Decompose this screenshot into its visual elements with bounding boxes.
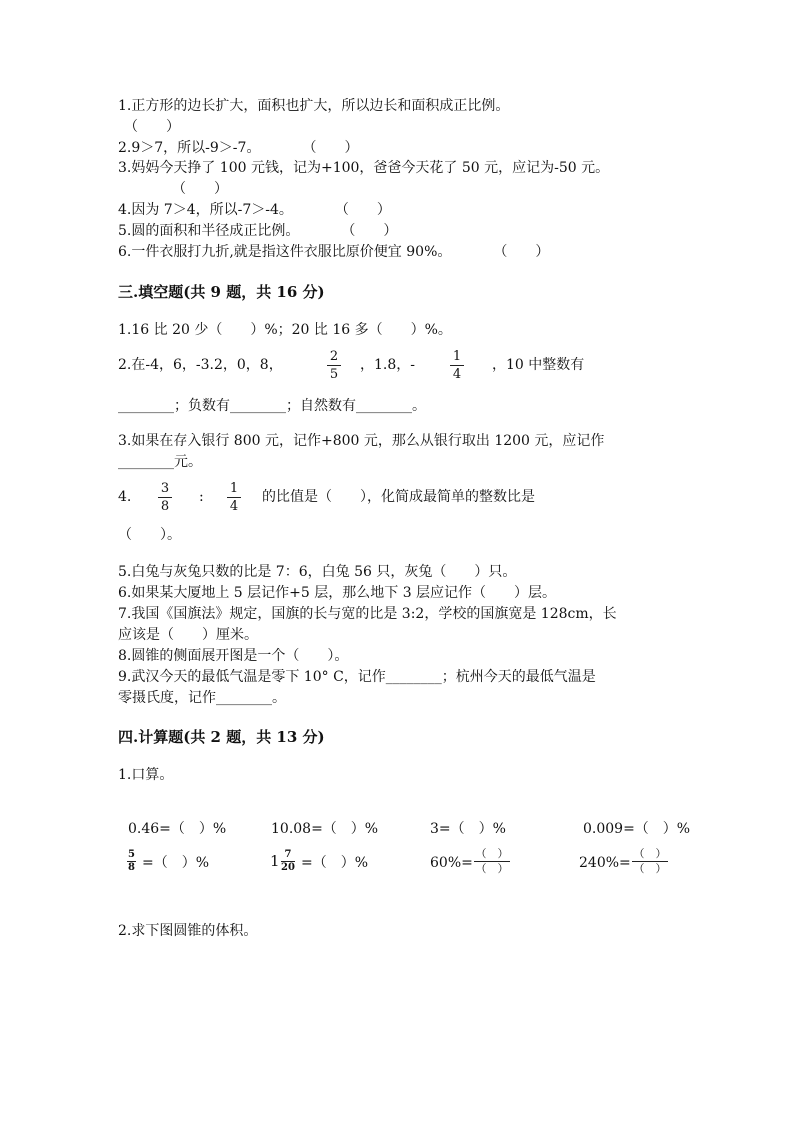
fill-q3-line1: 3.如果在存入银行 800 元，记作+800 元，那么从银行取出 1200 元，应记作	[118, 433, 605, 449]
judge-item-1: 1.正方形的边长扩大，面积也扩大，所以边长和面积成正比例。	[118, 98, 510, 114]
fraction-denominator: 20	[281, 862, 295, 873]
fraction-numerator: 1	[229, 481, 239, 496]
calc-r2-c3-fraction	[474, 848, 510, 875]
fill-q8: 8.圆锥的侧面展开图是一个（ ）。	[118, 648, 349, 664]
fill-q2-line2: ________；负数有________；自然数有________。	[118, 398, 426, 414]
fraction-numerator: （ ）	[633, 847, 667, 860]
fill-q4-fraction-2	[227, 481, 241, 514]
judge-item-2: 2.9＞7，所以-9＞-7。 （ ）	[118, 140, 359, 156]
fill-q4-suffix: 的比值是（ ），化简成最简单的整数比是	[262, 489, 535, 505]
calc-r2-c3-prefix: 60%=	[430, 855, 473, 871]
calc-r2-c2-fraction	[281, 850, 295, 873]
fraction-numerator: 7	[284, 849, 292, 860]
calc-q2: 2.求下图圆锥的体积。	[118, 923, 258, 939]
fill-q9-line1: 9.武汉今天的最低气温是零下 10° C，记作________；杭州今天的最低气温是	[118, 669, 596, 685]
judge-item-5: 5.圆的面积和半径成正比例。 （ ）	[118, 223, 398, 239]
section-heading-fill: 三.填空题(共 9 题，共 16 分)	[118, 283, 325, 301]
fraction-numerator: （ ）	[475, 847, 509, 860]
judge-item-6: 6.一件衣服打九折,就是指这件衣服比原价便宜 90%。 （ ）	[118, 244, 550, 260]
fraction-denominator: 8	[160, 499, 170, 514]
calc-r1-c4: 0.009=（ ）%	[583, 821, 691, 837]
fill-q9-line2: 零摄氏度，记作________。	[118, 690, 286, 706]
fill-q4-fraction-1	[158, 481, 172, 514]
fraction-denominator: 8	[128, 862, 135, 873]
calc-r2-c2-rest: =（ ）%	[301, 855, 369, 871]
fill-q4-colon: :	[199, 489, 204, 505]
fill-q4-line2: （ ）。	[118, 527, 181, 543]
fraction-denominator: （ ）	[633, 862, 667, 875]
fraction-numerator: 3	[160, 481, 170, 496]
fill-q7-line1: 7.我国《国旗法》规定，国旗的长与宽的比是 3:2，学校的国旗宽是 128cm，长	[118, 606, 617, 622]
section-heading-calc: 四.计算题(共 2 题，共 13 分)	[118, 728, 325, 746]
fill-q7-line2: 应该是（ ）厘米。	[118, 627, 258, 643]
calc-q1: 1.口算。	[118, 767, 174, 783]
fraction-denominator: 4	[229, 499, 239, 514]
calc-r2-c2-integer: 1	[270, 852, 280, 870]
fraction-denominator: 5	[329, 367, 339, 382]
judge-item-1-answer: （ ）	[124, 119, 180, 135]
calc-r1-c3: 3=（ ）%	[430, 821, 506, 837]
fill-q4-number: 4.	[118, 489, 132, 505]
fill-q1: 1.16 比 20 少（ ）%；20 比 16 多（ ）%。	[118, 322, 452, 338]
fill-q2-mid: ，1.8，-	[360, 357, 415, 373]
calc-r2-c4-fraction	[632, 848, 668, 875]
fraction-numerator: 2	[329, 349, 339, 364]
fill-q2-prefix: 2.在-4，6，-3.2，0，8，	[118, 357, 283, 373]
fill-q6: 6.如果某大厦地上 5 层记作+5 层，那么地下 3 层应记作（ ）层。	[118, 585, 557, 601]
fraction-denominator: （ ）	[475, 862, 509, 875]
calc-r1-c2: 10.08=（ ）%	[271, 821, 379, 837]
fraction-numerator: 1	[452, 349, 462, 364]
fraction-denominator: 4	[452, 367, 462, 382]
calc-r1-c1: 0.46=（ ）%	[128, 821, 227, 837]
fill-q2-fraction-2	[450, 349, 464, 382]
fraction-numerator: 5	[128, 849, 135, 860]
judge-item-3: 3.妈妈今天挣了 100 元钱，记为+100，爸爸今天花了 50 元，应记为-50 元。	[118, 160, 610, 176]
fill-q2-suffix: ，10 中整数有	[492, 357, 585, 373]
calc-r2-c4-prefix: 240%=	[579, 855, 631, 871]
calc-r2-c1-fraction	[127, 850, 136, 873]
calc-r2-c1-rest: =（ ）%	[142, 855, 210, 871]
judge-item-4: 4.因为 7＞4，所以-7＞-4。 （ ）	[118, 202, 391, 218]
fill-q2-fraction-1	[327, 349, 341, 382]
fill-q5: 5.白兔与灰兔只数的比是 7：6，白兔 56 只，灰兔（ ）只。	[118, 564, 517, 580]
judge-item-3-answer: （ ）	[172, 181, 228, 197]
fill-q3-line2: ________元。	[118, 454, 202, 470]
